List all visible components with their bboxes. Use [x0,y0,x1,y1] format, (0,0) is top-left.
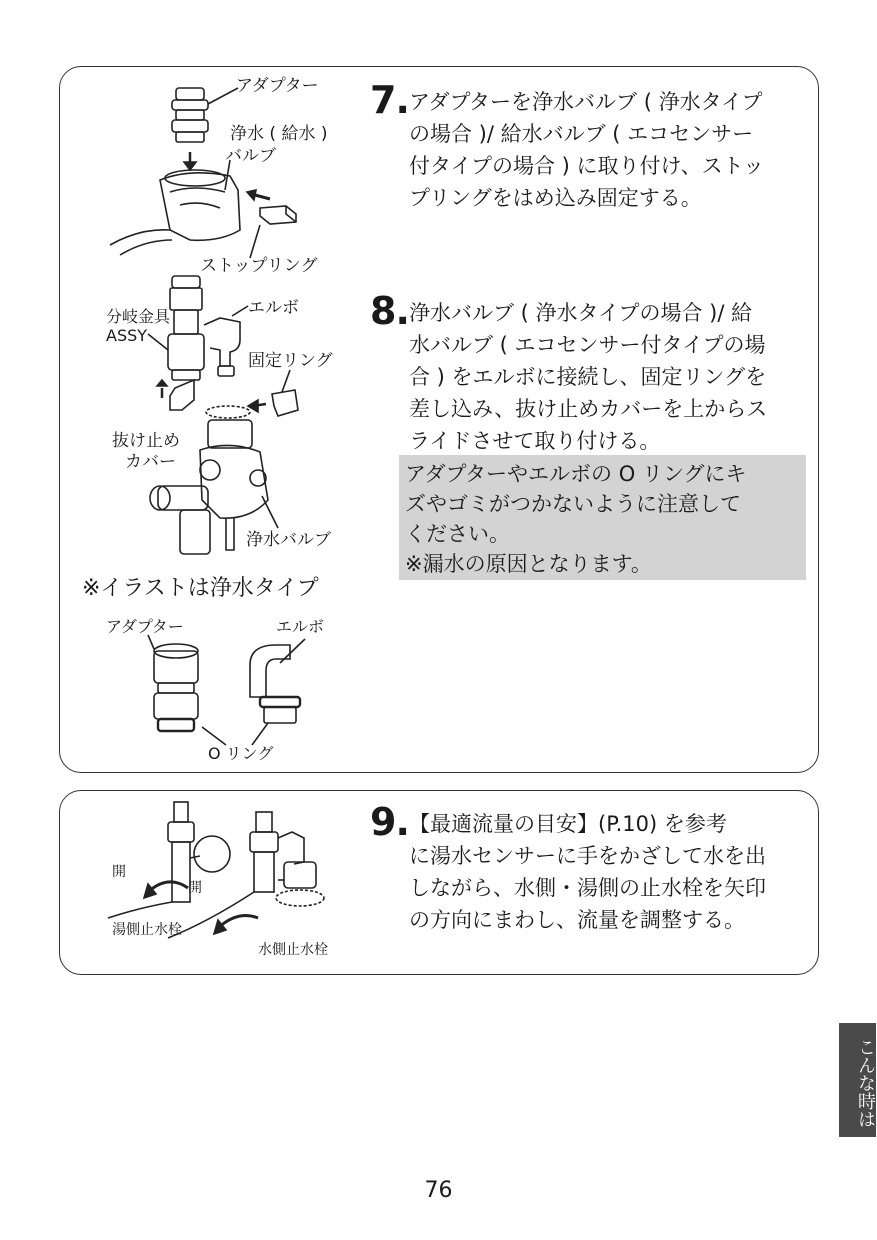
fig2-purifier-valve-label: 浄水バルブ [246,530,331,550]
caution-note-line: ※漏水の原因となります。 [405,552,652,576]
section-side-tab: こんな時は [839,1023,876,1137]
step-7-text [409,86,809,214]
step-9-number: 9. [370,800,409,844]
step-9-line: に湯水センサーに手をかざして水を出 [409,844,766,868]
fig2-branch-label-line2: ASSY [106,326,148,345]
fig4-open-label-1: 開 [112,864,126,880]
fig2-cover-label-line2: カバー [125,452,176,472]
step-8-text [409,297,809,457]
step-7-line: アダプターを浄水バルブ ( 浄水タイプ [409,90,763,114]
fig1-valve-label-line1: 浄水 ( 給水 ) [230,124,328,144]
fig1-valve-label-line2: バルブ [225,146,276,166]
step-9-line: しながら、水側・湯側の止水栓を矢印 [409,876,766,900]
step-7-line: プリングをはめ込み固定する。 [409,186,702,210]
caution-note [399,455,806,580]
caution-note-line: ズやゴミがつかないように注意して [405,492,741,516]
fig2-fixing-ring-label: 固定リング [248,351,333,371]
fig3-o-ring-label: O リング [208,744,274,763]
step-8-line: 浄水バルブ ( 浄水タイプの場合 )/ 給 [409,301,753,325]
step-7-number: 7. [370,78,409,122]
fig1-stop-ring-label: ストップリング [200,256,318,276]
fig2-cover-label-line1: 抜け止め [112,431,180,451]
step-7-line: 付タイプの場合 ) に取り付け、ストッ [409,154,765,178]
caution-note-line: ください。 [405,522,510,546]
step-9-line: の方向にまわし、流量を調整する。 [409,908,745,932]
fig3-adapter-label: アダプター [106,617,184,636]
stop-valve-illustration [108,798,358,938]
fig2-elbow-label: エルボ [248,298,299,318]
fig4-hot-valve-label: 湯側止水栓 [112,922,182,938]
step-8-line: 差し込み、抜け止めカバーを上からス [409,397,768,421]
step-8-line: ライドさせて取り付ける。 [409,429,661,453]
step-8-line: 合 ) をエルボに接続し、固定リングを [409,365,767,389]
fig4-cold-valve-label: 水側止水栓 [258,942,328,958]
step-8-line: 水バルブ ( エコセンサー付タイプの場 [409,333,766,357]
step-9-line: 【最適流量の目安】(P.10) を参考 [409,812,727,836]
fig4-open-label-2: 開 [188,880,202,896]
step-7-line: の場合 )/ 給水バルブ ( エコセンサー [409,122,754,146]
step-9-text [409,808,809,936]
adapter-valve-illustration [110,80,340,255]
page-number: 76 [424,1178,453,1203]
fig2-branch-label-line1: 分岐金具 [106,307,171,326]
caution-note-line: アダプターやエルボの O リングにキ [405,462,747,486]
o-ring-illustration [140,635,320,755]
step-8-number: 8. [370,289,409,333]
fig1-adapter-label: アダプター [236,76,319,96]
illustration-note: ※イラストは浄水タイプ [82,576,319,601]
fig3-elbow-label: エルボ [276,617,325,636]
